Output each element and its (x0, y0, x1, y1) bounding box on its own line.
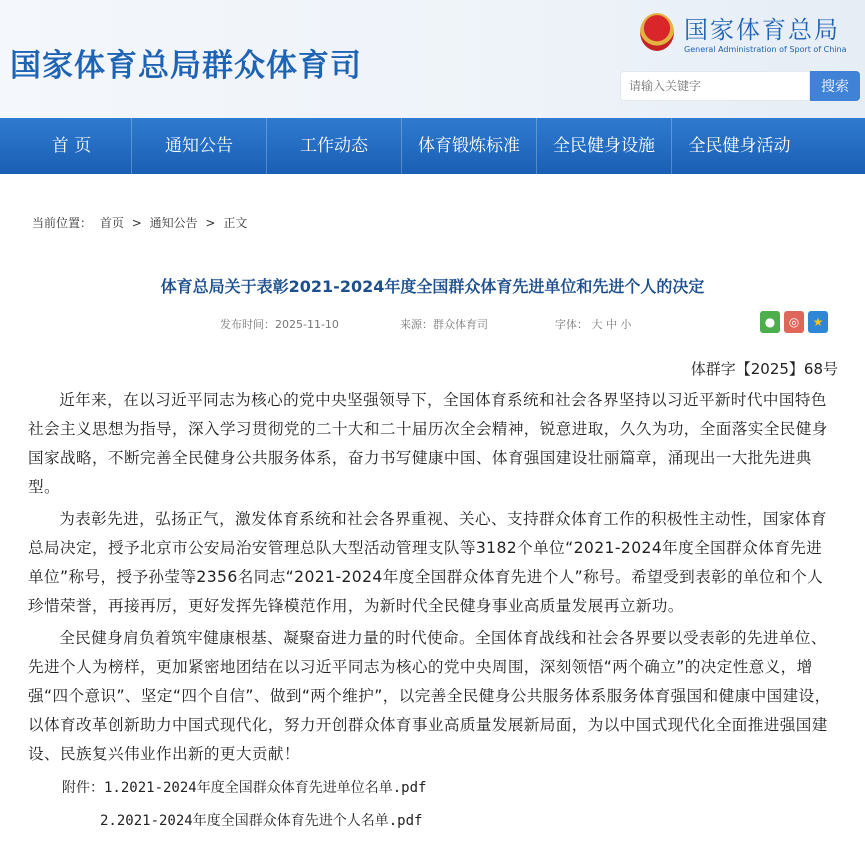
nav-notices[interactable]: 通知公告 (132, 118, 267, 174)
paragraph: 近年来，在以习近平同志为核心的党中央坚强领导下，全国体育系统和社会各界坚持以习近平新时代中国特色社会主义思想为指导，深入学习贯彻党的二十大和二十届历次全会精神，锐意进取，久久为功，全面落实全民健身国家战略，不断完善全民健身公共服务体系，奋力书写健康中国、体育强国建设壮丽篇章，涌现出一大批先进典型。 (28, 391, 828, 496)
article-source: 来源：群众体育司 (400, 318, 488, 331)
font-size-label: 字体： (555, 318, 588, 331)
breadcrumb (32, 214, 251, 231)
nav-fitness-facilities[interactable]: 全民健身设施 (537, 118, 672, 174)
national-emblem-icon (640, 13, 674, 51)
nav-news[interactable]: 工作动态 (267, 118, 402, 174)
font-size-medium[interactable]: 中 (606, 318, 617, 331)
main-nav (0, 118, 865, 174)
logo-text: 国家体育总局 (684, 16, 840, 44)
article-title: 体育总局关于表彰2021-2024年度全国群众体育先进单位和先进个人的决定 (160, 277, 705, 296)
font-size-controls (555, 316, 632, 332)
breadcrumb-separator: > (205, 216, 216, 230)
logo-subtitle: General Administration of Sport of China (684, 45, 847, 54)
nav-fitness-activities[interactable]: 全民健身活动 (688, 136, 791, 156)
article-body (28, 386, 838, 769)
qzone-icon[interactable]: ★ (808, 311, 828, 333)
breadcrumb-separator: > (131, 216, 142, 230)
share-buttons (760, 311, 828, 333)
site-header (0, 0, 865, 118)
article-content (28, 358, 838, 848)
nav-home[interactable]: 首 页 (12, 118, 132, 174)
nav-fitness-standards[interactable]: 体育锻炼标准 (402, 118, 537, 174)
search-input[interactable] (620, 71, 810, 101)
document-number: 体群字【2025】68号 (690, 360, 838, 378)
attachment-link[interactable]: 2.2021-2024年度全国群众体育先进个人名单.pdf (100, 813, 423, 829)
breadcrumb-home[interactable]: 首页 (99, 216, 124, 230)
search-bar (620, 71, 860, 101)
weibo-icon[interactable]: ◎ (784, 311, 804, 333)
attachment-row (100, 805, 838, 838)
attachment-row (62, 772, 838, 805)
breadcrumb-label: 当前位置： (32, 216, 93, 230)
paragraph: 为表彰先进，弘扬正气，激发体育系统和社会各界重视、关心、支持群众体育工作的积极性主动性，国家体育总局决定，授予北京市公安局治安管理总队大型活动管理支队等3182个单位“2021-2024年度全国群众体育先进单位”称号，授予孙莹等2356名同志“2021-2024年度全国群众体育先进个人”称号。希望受到表彰的单位和个人珍惜荣誉，再接再厉，更好发挥先锋模范作用，为新时代全民健身事业高质量发展再立新功。 (28, 510, 827, 615)
publish-time: 发布时间：2025-11-10 (220, 318, 339, 331)
attachment-link[interactable]: 1.2021-2024年度全国群众体育先进单位名单.pdf (104, 780, 427, 796)
paragraph: 全民健身肩负着筑牢健康根基、凝聚奋进力量的时代使命。全国体育战线和社会各界要以受表彰的先进单位、先进个人为榜样，更加紧密地团结在以习近平同志为核心的党中央周围，深刻领悟“两个确立”的决定性意义，增强“四个意识”、坚定“四个自信”、做到“两个维护”，以完善全民健身公共服务体系服务体育强国和健康中国建设，以体育改革创新助力中国式现代化，努力开创群众体育事业高质量发展新局面，为以中国式现代化全面推进强国建设、民族复兴伟业作出新的更大贡献！ (28, 629, 831, 763)
font-size-small[interactable]: 小 (620, 318, 632, 331)
logo[interactable] (640, 10, 847, 54)
attachments-label: 附件： (62, 780, 104, 796)
breadcrumb-notices[interactable]: 通知公告 (149, 216, 198, 230)
breadcrumb-current: 正文 (223, 216, 248, 230)
wechat-icon[interactable]: ● (760, 311, 780, 333)
site-title[interactable]: 国家体育总局群众体育司 (10, 48, 362, 84)
font-size-large[interactable]: 大 (591, 318, 603, 331)
search-button[interactable]: 搜索 (810, 71, 860, 101)
